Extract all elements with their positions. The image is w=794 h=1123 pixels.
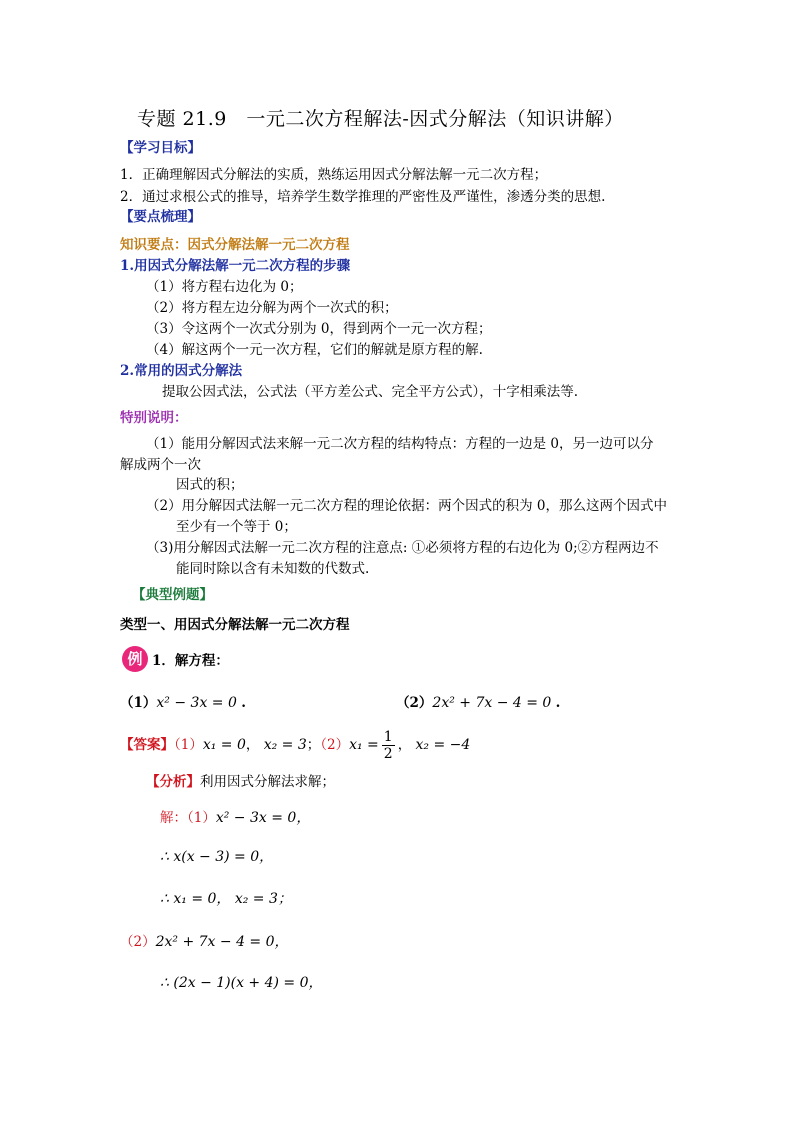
section1-title: 1.用因式分解法解一元二次方程的步骤 xyxy=(120,258,351,274)
solution-2-line xyxy=(120,933,289,951)
answer-2b: x₂ = −4 xyxy=(415,737,471,753)
objective-item: 1．正确理解因式分解法的实质，熟练运用因式分解法解一元二次方程； xyxy=(120,167,548,183)
solution-step: ∴ x(x − 3) = 0， xyxy=(160,849,274,865)
note-text: 能同时除以含有未知数的代数式. xyxy=(176,561,370,577)
problem-2-label: （2） xyxy=(396,695,433,711)
answer-1a: x₁ = 0 xyxy=(202,737,246,753)
step-item: （3）令这两个一次式分别为 0，得到两个一元一次方程； xyxy=(146,321,492,337)
answer-2-lhs: x₁ = xyxy=(349,737,379,753)
note-text: （2）用分解因式法解一元二次方程的理论依据：两个因式的积为 0，那么这两个因式中 xyxy=(146,498,667,514)
step-item: （4）解这两个一元一次方程，它们的解就是原方程的解. xyxy=(146,342,483,358)
problem-2 xyxy=(396,694,560,712)
analysis-line xyxy=(146,773,335,791)
page-title: 专题 21.9 一元二次方程解法-因式分解法（知识讲解） xyxy=(137,108,624,130)
problem-label: 1．解方程： xyxy=(152,653,229,669)
objective-item: 2．通过求根公式的推导，培养学生数学推理的严密性及严谨性，渗透分类的思想. xyxy=(120,189,606,205)
key-points-heading: 【要点梳理】 xyxy=(120,209,201,225)
notes-heading: 特别说明： xyxy=(120,410,188,426)
section2-title: 2.常用的因式分解法 xyxy=(120,363,243,379)
analysis-tag: 【分析】 xyxy=(146,774,200,790)
analysis-text: 利用因式分解法求解； xyxy=(200,774,335,790)
example-badge: 例 xyxy=(122,646,148,672)
answer-tag: 【答案】 xyxy=(120,737,174,753)
answer-line: 【答案】（1）x₁ = 0， x₂ = 3；（2）x₁ = $\frac{1}{2}$ ， x₂ = −4 xyxy=(120,729,471,762)
answer-2-fraction xyxy=(382,729,395,762)
note-text: （3)用分解因式法解一元二次方程的注意点: ①必须将方程的右边化为 0;②方程两边不 xyxy=(146,540,659,556)
answer-2-label: （2） xyxy=(320,737,350,753)
step-item: （2）将方程左边分解为两个一次式的积； xyxy=(146,300,398,316)
problem-2-equation: 2x² + 7x − 4 = 0 xyxy=(432,695,552,711)
solution-step: ∴ (2x − 1)(x + 4) = 0， xyxy=(160,975,323,991)
type1-heading: 类型一、用因式分解法解一元二次方程 xyxy=(120,617,350,633)
period: . xyxy=(555,695,561,711)
note-text: （1）能用分解因式法来解一元二次方程的结构特点：方程的一边是 0，另一边可以分 xyxy=(146,436,654,452)
objectives-heading: 【学习目标】 xyxy=(120,140,201,156)
fraction-numerator: 1 xyxy=(383,729,393,745)
solution-line xyxy=(160,809,310,827)
step-item: （1）将方程右边化为 0； xyxy=(146,279,303,295)
answer-1b: x₂ = 3 xyxy=(263,737,307,753)
note-text: 至少有一个等于 0； xyxy=(176,519,297,535)
problem-1-equation: x² − 3x = 0 xyxy=(156,695,237,711)
period: . xyxy=(241,695,246,711)
section2-text: 提取公因式法，公式法（平方差公式、完全平方公式），十字相乘法等. xyxy=(162,384,579,400)
solution-step: ∴ x₁ = 0， x₂ = 3； xyxy=(160,891,292,907)
answer-1-label: （1） xyxy=(174,737,203,753)
note-text: 因式的积； xyxy=(176,477,244,493)
solution-2-equation: 2x² + 7x − 4 = 0， xyxy=(155,934,289,950)
examples-heading: 【典型例题】 xyxy=(132,587,213,603)
fraction-denominator: 2 xyxy=(383,746,393,762)
key-points-subheading: 知识要点：因式分解法解一元二次方程 xyxy=(120,237,350,253)
solution-label: 解：（1） xyxy=(160,810,216,826)
problem-1 xyxy=(120,694,246,712)
problem-1-label: （1） xyxy=(120,695,157,711)
note-text: 解成两个一次 xyxy=(120,457,201,473)
solution-equation: x² − 3x = 0， xyxy=(215,810,311,826)
solution-2-label: （2） xyxy=(120,934,156,950)
